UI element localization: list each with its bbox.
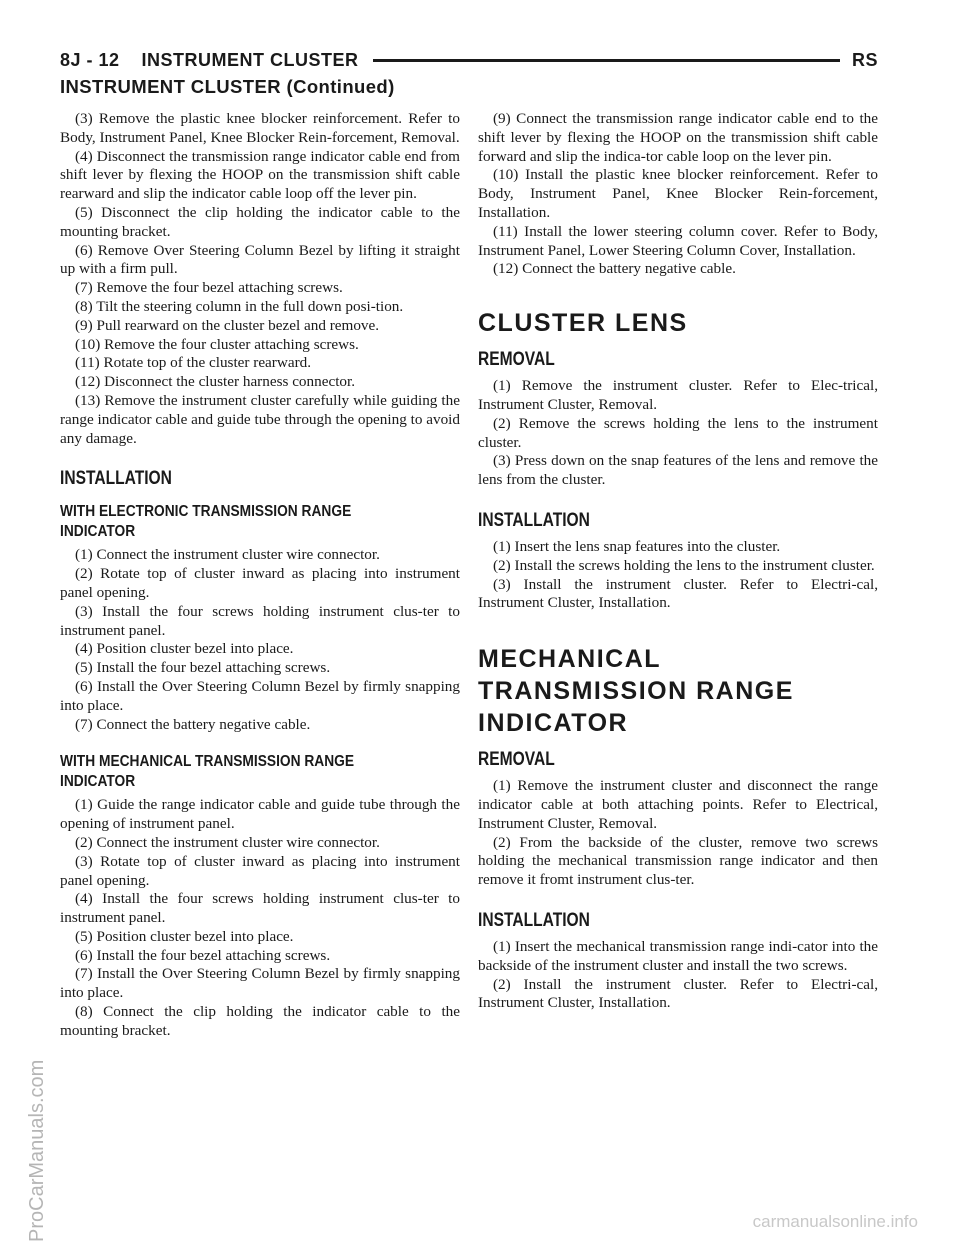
lens-installation-heading: INSTALLATION xyxy=(478,509,590,531)
section-title: INSTRUMENT CLUSTER xyxy=(141,49,359,70)
step-paragraph: (12) Connect the battery negative cable. xyxy=(493,260,736,278)
page-header xyxy=(60,46,878,74)
step-paragraph: (6) Install the Over Steering Column Bezel by firmly snapping into place. xyxy=(60,677,460,714)
step-paragraph: (1) Guide the range indicator cable and guide tube through the opening of instrument panel. xyxy=(60,796,460,833)
step-paragraph: (1) Connect the instrument cluster wire connector. xyxy=(75,546,380,564)
step-paragraph: (3) Remove the plastic knee blocker reinforcement. Refer to Body, Instrument Panel, Knee Blocker Rein-forcement, Removal. xyxy=(60,110,460,146)
electronic-steps-list xyxy=(60,546,460,734)
electronic-indicator-heading: WITH ELECTRONIC TRANSMISSION RANGE INDICATOR xyxy=(60,503,352,541)
page-number: 8J - 12 xyxy=(60,49,120,70)
step-paragraph: (1) Insert the lens snap features into the cluster. xyxy=(493,537,781,555)
mech-removal-heading: REMOVAL xyxy=(478,749,555,771)
step-paragraph: (8) Tilt the steering column in the full down posi-tion. xyxy=(75,297,404,315)
lens-installation-steps-list xyxy=(478,538,878,613)
step-paragraph: (13) Remove the instrument cluster carefully while guiding the range indicator cable and guide tube through the opening to avoid any damage. xyxy=(60,391,460,447)
step-paragraph: (2) Install the instrument cluster. Refer to Electri-cal, Instrument Cluster, Installation. xyxy=(478,975,878,1012)
step-paragraph: (4) Disconnect the transmission range indicator cable end from shift lever by flexing the HOOP on the transmission shift cable rearward and slip the indicator cable loop off the lever pin. xyxy=(60,147,460,203)
mech-installation-heading: INSTALLATION xyxy=(478,909,590,931)
right-column xyxy=(478,110,878,1013)
mech-installation-steps-list xyxy=(478,938,878,1013)
cluster-lens-title: CLUSTER LENS xyxy=(478,309,688,338)
step-paragraph: (7) Remove the four bezel attaching screws. xyxy=(75,279,343,297)
lens-removal-steps-list xyxy=(478,377,878,490)
step-paragraph: (2) From the backside of the cluster, remove two screws holding the mechanical transmission range indicator and then remove it fromt instrument clus-ter. xyxy=(478,833,878,889)
step-paragraph: (4) Position cluster bezel into place. xyxy=(75,640,294,658)
left-column xyxy=(60,110,460,1041)
continued-title: INSTRUMENT CLUSTER (Continued) xyxy=(60,76,395,97)
step-paragraph: (6) Install the four bezel attaching screws. xyxy=(75,946,331,964)
continued-steps-list xyxy=(478,110,878,279)
step-paragraph: (1) Remove the instrument cluster and disconnect the range indicator cable at both attaching points. Refer to Electrical, Instrument Cluster, Removal. xyxy=(478,777,878,832)
step-paragraph: (4) Install the four screws holding instrument clus-ter to instrument panel. xyxy=(60,890,460,927)
mechanical-steps-list xyxy=(60,796,460,1040)
step-paragraph: (3) Rotate top of cluster inward as placing into instrument panel opening. xyxy=(60,852,460,889)
step-paragraph: (6) Remove Over Steering Column Bezel by lifting it straight up with a firm pull. xyxy=(60,241,460,278)
removal-steps-list xyxy=(60,110,460,448)
step-paragraph: (12) Disconnect the cluster harness connector. xyxy=(75,373,356,391)
step-paragraph: (3) Install the four screws holding instrument clus-ter to instrument panel. xyxy=(60,602,460,639)
side-watermark: ProCarManuals.com xyxy=(26,1059,48,1242)
model-code: RS xyxy=(851,49,878,70)
bottom-watermark: carmanualsonline.info xyxy=(752,1212,918,1231)
mech-removal-steps-list xyxy=(478,777,878,890)
step-paragraph: (7) Connect the battery negative cable. xyxy=(75,715,311,733)
header-rule xyxy=(373,59,840,62)
step-paragraph: (5) Position cluster bezel into place. xyxy=(75,927,294,945)
step-paragraph: (8) Connect the clip holding the indicator cable to the mounting bracket. xyxy=(60,1003,460,1039)
mechanical-indicator-heading: WITH MECHANICAL TRANSMISSION RANGE INDICATOR xyxy=(60,753,355,791)
step-paragraph: (5) Install the four bezel attaching screws. xyxy=(75,659,331,677)
step-paragraph: (10) Remove the four cluster attaching screws. xyxy=(75,335,359,353)
step-paragraph: (9) Pull rearward on the cluster bezel and remove. xyxy=(75,316,380,334)
step-paragraph: (1) Remove the instrument cluster. Refer to Elec-trical, Instrument Cluster, Removal. xyxy=(478,377,878,413)
installation-heading: INSTALLATION xyxy=(60,468,172,490)
step-paragraph: (10) Install the plastic knee blocker reinforcement. Refer to Body, Instrument Panel, Knee Blocker Rein-forcement, Installation. xyxy=(478,166,878,221)
lens-removal-heading: REMOVAL xyxy=(478,349,555,371)
step-paragraph: (11) Rotate top of the cluster rearward. xyxy=(75,354,312,372)
mechanical-indicator-title: MECHANICAL TRANSMISSION RANGE INDICATOR xyxy=(478,645,794,738)
step-paragraph: (2) Remove the screws holding the lens to the instrument cluster. xyxy=(478,414,878,451)
step-paragraph: (2) Install the screws holding the lens to the instrument cluster. xyxy=(493,556,875,574)
step-paragraph: (7) Install the Over Steering Column Bezel by firmly snapping into place. xyxy=(60,965,460,1002)
step-paragraph: (3) Press down on the snap features of the lens and remove the lens from the cluster. xyxy=(478,452,878,489)
step-paragraph: (3) Install the instrument cluster. Refer to Electri-cal, Instrument Cluster, Installation. xyxy=(478,575,878,612)
step-paragraph: (9) Connect the transmission range indicator cable end to the shift lever by flexing the HOOP on the transmission shift cable forward and slip the indica-tor cable loop on the lever pin. xyxy=(478,110,878,165)
step-paragraph: (2) Connect the instrument cluster wire connector. xyxy=(75,833,380,851)
step-paragraph: (11) Install the lower steering column cover. Refer to Body, Instrument Panel, Lower Steering Column Cover, Installation. xyxy=(478,222,878,259)
step-paragraph: (2) Rotate top of cluster inward as placing into instrument panel opening. xyxy=(60,565,460,601)
step-paragraph: (1) Insert the mechanical transmission range indi-cator into the backside of the instrument cluster and install the two screws. xyxy=(478,937,878,974)
step-paragraph: (5) Disconnect the clip holding the indicator cable to the mounting bracket. xyxy=(60,203,460,240)
